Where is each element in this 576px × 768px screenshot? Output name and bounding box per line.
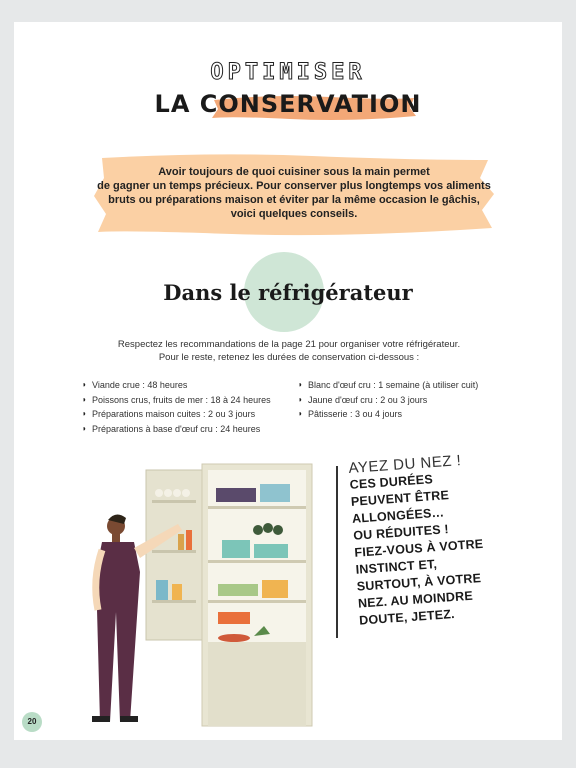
intro-text: Avoir toujours de quoi cuisiner sous la main permet de gagner un temps précieux. Pour conserver plus longtemps vos aliments bruts ou préparations maison et éviter par la même occasion le gâchis, voici quelques conseils. <box>97 166 491 220</box>
list-item: ◗ Préparations maison cuites : 2 ou 3 jours <box>82 407 282 422</box>
page <box>14 22 562 740</box>
page-number: 20 <box>22 712 42 732</box>
tip-title: AYEZ DU NEZ ! <box>348 452 462 477</box>
section-lead: Respectez les recommandations de la page 21 pour organiser votre réfrigérateur. Pour le reste, retenez les durées de conservation ci-dessous : <box>117 339 461 363</box>
section-heading: Dans le réfrigérateur <box>163 280 413 305</box>
tip-body: CES DURÉES PEUVENT ÊTRE ALLONGÉES… OU RÉDUITES ! FIEZ-VOUS À VOTRE INSTINCT ET, SURTOUT, À VOTRE NEZ. AU MOINDRE DOUTE, JETEZ. <box>349 472 484 628</box>
list-item: ◗ Viande crue : 48 heures <box>82 378 282 393</box>
list-item: ◗ Blanc d'œuf cru : 1 semaine (à utiliser cuit) <box>298 378 508 393</box>
title-line-1: OPTIMISER <box>210 60 366 85</box>
tip-divider <box>336 466 338 638</box>
list-item: ◗ Poissons crus, fruits de mer : 18 à 24 heures <box>82 393 282 408</box>
tip-callout <box>348 448 529 629</box>
storage-list-right <box>298 378 508 422</box>
storage-list-left <box>82 378 282 436</box>
fridge-illustration <box>74 460 314 730</box>
list-item: ◗ Pâtisserie : 3 ou 4 jours <box>298 407 508 422</box>
list-item: ◗ Préparations à base d'œuf cru : 24 heures <box>82 422 282 437</box>
title-line-2: LA CONSERVATION <box>154 90 422 118</box>
list-item: ◗ Jaune d'œuf cru : 2 ou 3 jours <box>298 393 508 408</box>
